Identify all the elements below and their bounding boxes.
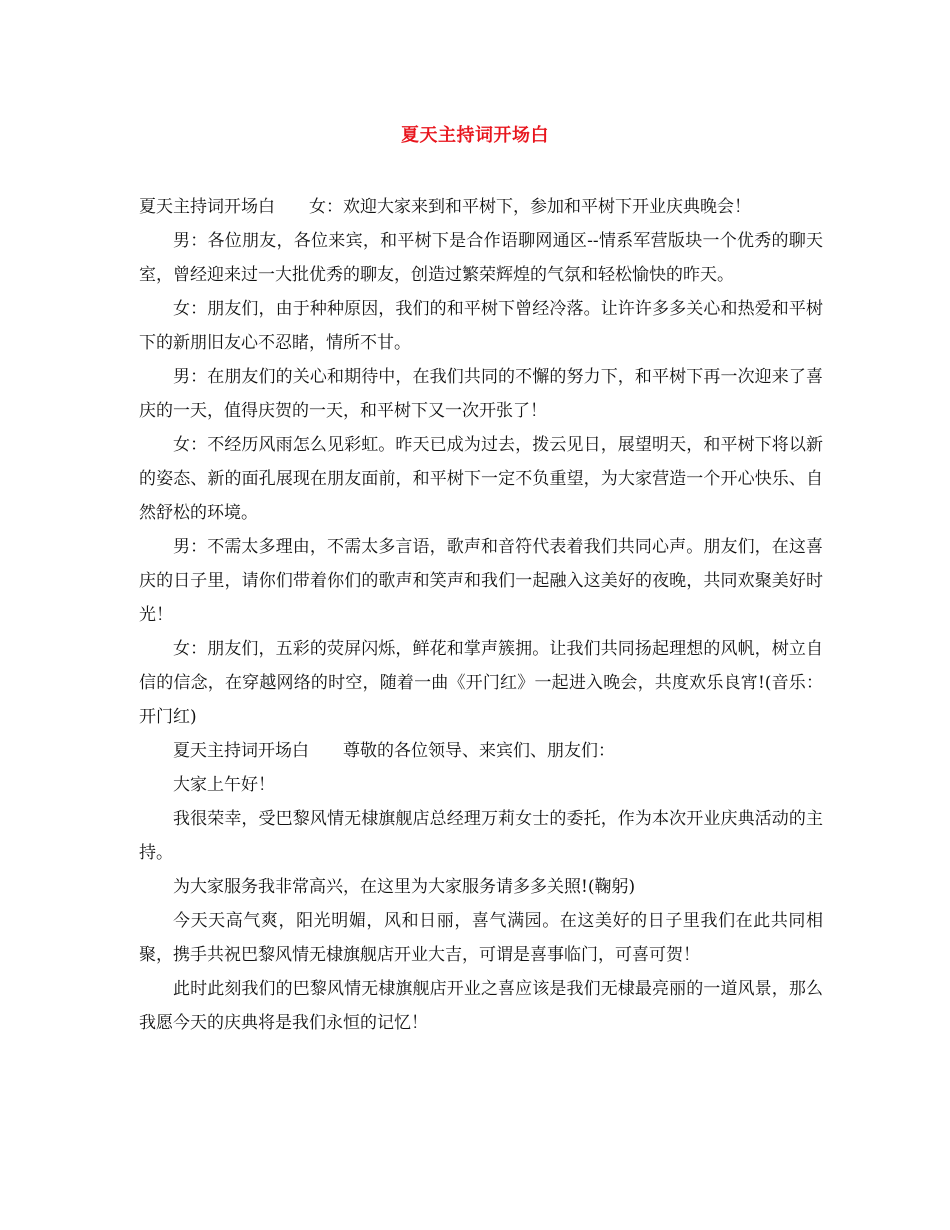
paragraph: 今天天高气爽，阳光明媚，风和日丽，喜气满园。在这美好的日子里我们在此共同相聚，携手共祝巴黎风情无棣旗舰店开业大吉，可谓是喜事临门，可喜可贺！ bbox=[139, 911, 823, 965]
paragraph: 女：朋友们，五彩的荧屏闪烁，鲜花和掌声簇拥。让我们共同扬起理想的风帆，树立自信的信念，在穿越网络的时空，随着一曲《开门红》一起进入晚会，共度欢乐良宵!(音乐：开门红) bbox=[139, 639, 823, 727]
paragraph: 此时此刻我们的巴黎风情无棣旗舰店开业之喜应该是我们无棣最亮丽的一道风景，那么我愿今天的庆典将是我们永恒的记忆！ bbox=[139, 979, 823, 1033]
paragraph: 女：不经历风雨怎么见彩虹。昨天已成为过去，拨云见日，展望明天，和平树下将以新的姿态、新的面孔展现在朋友面前，和平树下一定不负重望，为大家营造一个开心快乐、自然舒松的环境。 bbox=[139, 435, 823, 523]
paragraph: 男：各位朋友，各位来宾，和平树下是合作语聊网通区--情系军营版块一个优秀的聊天室，曾经迎来过一大批优秀的聊友，创造过繁荣辉煌的气氛和轻松愉快的昨天。 bbox=[139, 231, 823, 285]
paragraph: 大家上午好！ bbox=[173, 775, 275, 795]
paragraph: 为大家服务我非常高兴，在这里为大家服务请多多关照!(鞠躬) bbox=[173, 877, 636, 897]
paragraph: 我很荣幸，受巴黎风情无棣旗舰店总经理万莉女士的委托，作为本次开业庆典活动的主持。 bbox=[139, 809, 823, 863]
document-title: 夏天主持词开场白 bbox=[401, 125, 549, 146]
document-body bbox=[139, 190, 823, 1040]
paragraph: 女：朋友们，由于种种原因，我们的和平树下曾经冷落。让许许多多关心和热爱和平树下的新朋旧友心不忍睹，情所不甘。 bbox=[139, 299, 823, 353]
paragraph: 夏天主持词开场白 女：欢迎大家来到和平树下，参加和平树下开业庆典晚会！ bbox=[139, 197, 751, 217]
paragraph: 男：不需太多理由，不需太多言语，歌声和音符代表着我们共同心声。朋友们，在这喜庆的日子里，请你们带着你们的歌声和笑声和我们一起融入这美好的夜晚，共同欢聚美好时光！ bbox=[139, 537, 823, 625]
paragraph: 男：在朋友们的关心和期待中，在我们共同的不懈的努力下，和平树下再一次迎来了喜庆的一天，值得庆贺的一天，和平树下又一次开张了！ bbox=[139, 367, 823, 421]
paragraph: 夏天主持词开场白 尊敬的各位领导、来宾们、朋友们： bbox=[173, 741, 615, 761]
